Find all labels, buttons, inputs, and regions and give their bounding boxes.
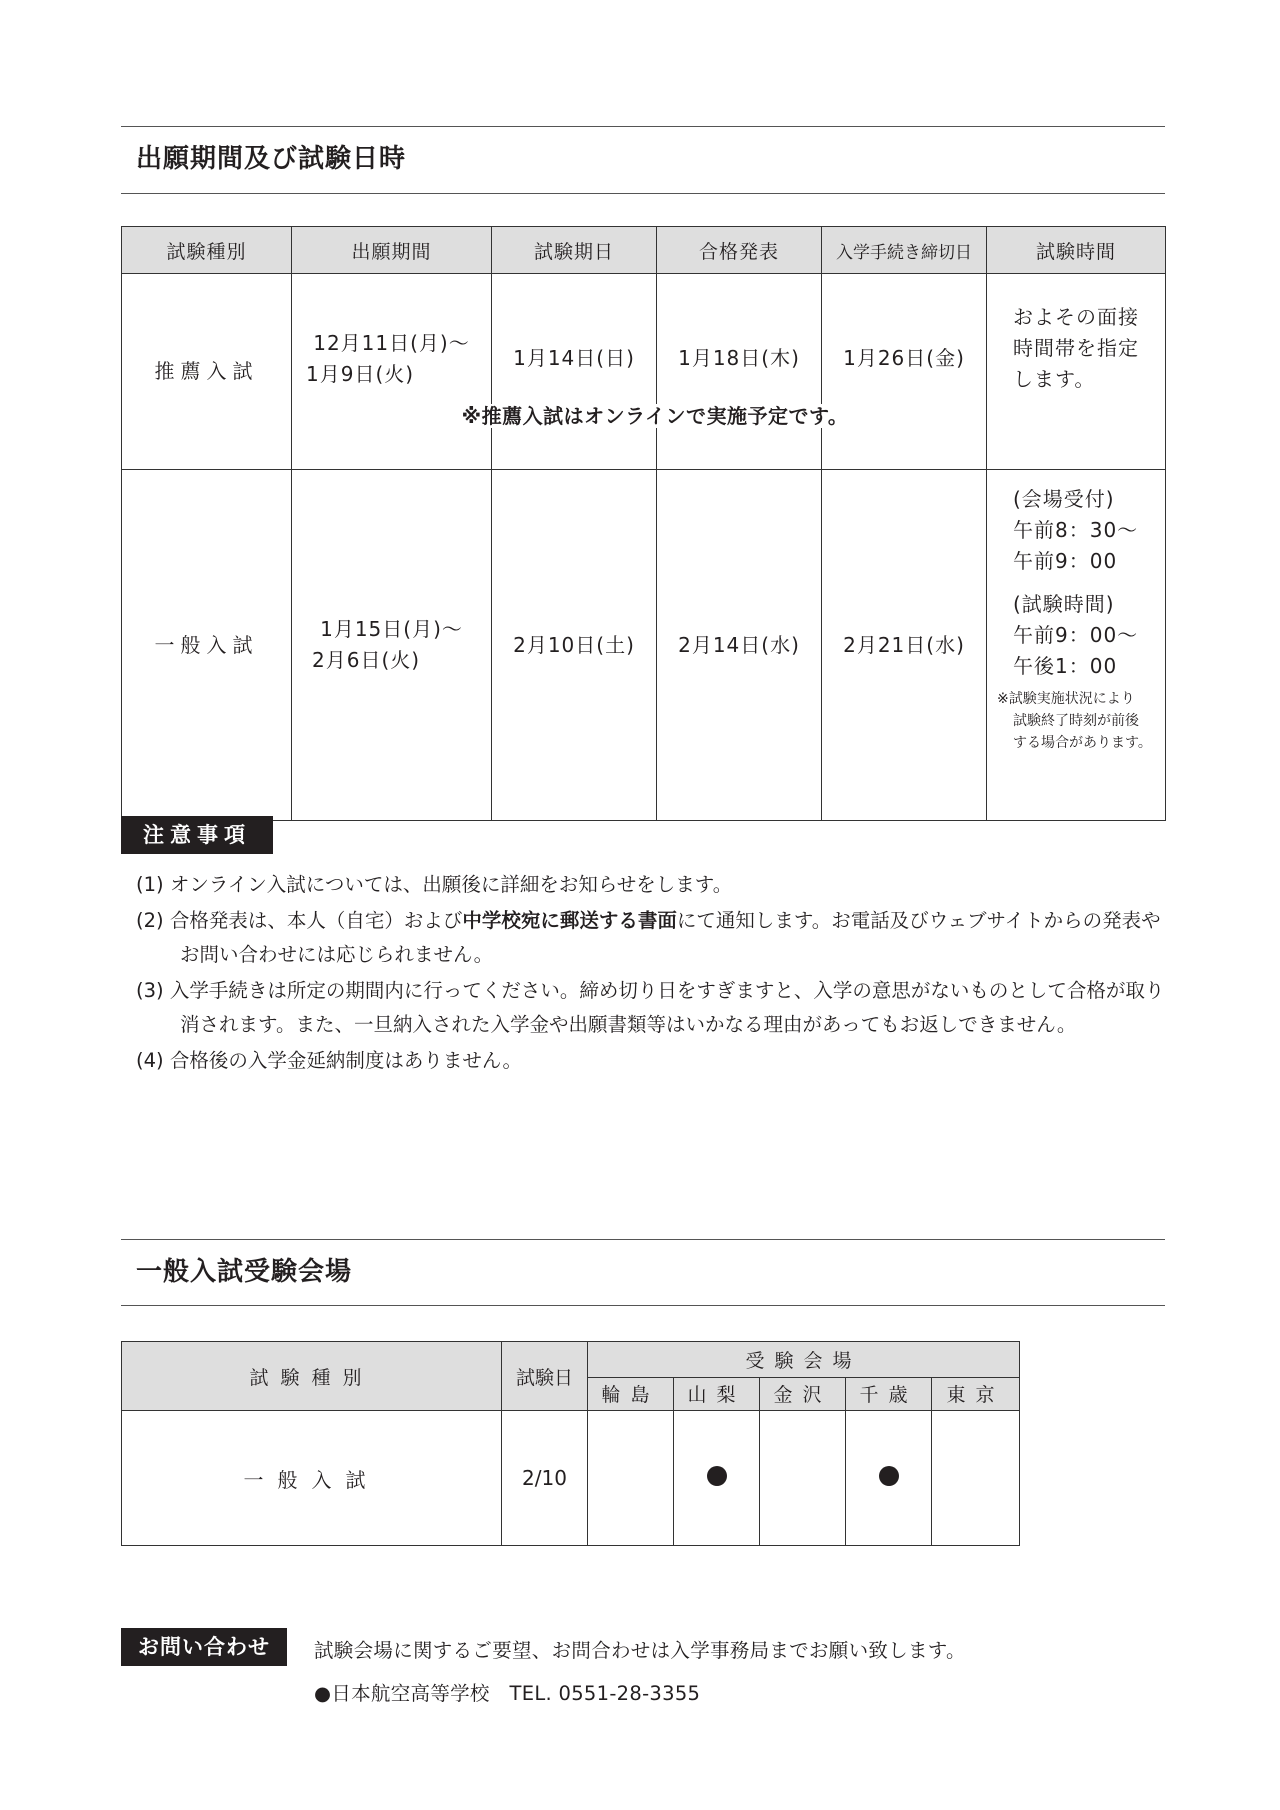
recommend-announce: 1月18日(木) bbox=[678, 346, 800, 370]
recommend-exam-cell bbox=[492, 274, 657, 470]
recommend-deadline: 1月26日(金) bbox=[843, 346, 965, 370]
section1-bottom-rule bbox=[121, 193, 1165, 194]
header-type: 試験種別 bbox=[122, 227, 292, 274]
time-note-line: 試験終了時刻が前後 bbox=[1013, 713, 1139, 729]
item-text-bold: 中学校宛に郵送する書面 bbox=[462, 909, 677, 932]
recommend-period-line2: 1月9日(火) bbox=[306, 362, 415, 386]
venue-header-row bbox=[122, 1342, 1020, 1378]
venue-cell-tokyo bbox=[932, 1411, 1020, 1546]
venue-name: 輪島 bbox=[588, 1377, 674, 1410]
header-announce: 合格発表 bbox=[657, 227, 822, 274]
venue-header-date: 試験日 bbox=[502, 1342, 588, 1411]
general-time-line: 午前9：00〜 bbox=[1013, 623, 1139, 647]
venue-name: 東京 bbox=[932, 1377, 1020, 1410]
venue-cell-wajima bbox=[588, 1411, 674, 1546]
item-text: 入学手続きは所定の期間内に行ってください。締め切り日をすぎますと、入学の意思がないものとして合格が取り消されます。また、一旦納入された入学金や出願書類等はいかなる理由があってもお返しできません。 bbox=[169, 979, 1165, 1036]
header-deadline: 入学手続き締切日 bbox=[822, 227, 987, 274]
general-exam-date: 2月10日(土) bbox=[492, 470, 657, 821]
general-time-note bbox=[997, 688, 1165, 754]
venue-name: 金沢 bbox=[760, 1377, 846, 1410]
venue-held-dot-icon bbox=[707, 1466, 727, 1486]
venue-name: 山梨 bbox=[674, 1377, 760, 1410]
section2-title: 一般入試受験会場 bbox=[136, 1257, 353, 1287]
venue-cell-yamanashi bbox=[674, 1411, 760, 1546]
caution-badge: 注意事項 bbox=[121, 816, 273, 854]
item-text: オンライン入試については、出願後に詳細をお知らせをします。 bbox=[169, 873, 733, 896]
general-time-line: (試験時間) bbox=[1013, 592, 1115, 616]
recommend-time-line1: およその面接 bbox=[1013, 305, 1139, 329]
section1-top-rule bbox=[121, 126, 1165, 127]
contact-school-tel: ●日本航空高等学校 TEL. 0551-28-3355 bbox=[314, 1682, 701, 1705]
contact-text: 試験会場に関するご要望、お問合わせは入学事務局までお願い致します。 bbox=[314, 1639, 966, 1662]
item-number: (2) bbox=[136, 909, 164, 932]
table-row-recommend bbox=[122, 274, 1166, 470]
venue-header-type: 試験種別 bbox=[122, 1342, 502, 1411]
general-time-line: (会場受付) bbox=[1013, 487, 1115, 511]
general-deadline: 2月21日(水) bbox=[822, 470, 987, 821]
section2-bottom-rule bbox=[121, 1305, 1165, 1306]
general-time-line: 午前8：30〜 bbox=[1013, 518, 1139, 542]
venue-cell-kanazawa bbox=[760, 1411, 846, 1546]
schedule-header-row bbox=[122, 227, 1166, 274]
recommend-exam-date: 1月14日(日) bbox=[513, 346, 635, 370]
venue-row-type: 一般入試 bbox=[122, 1411, 502, 1546]
general-type: 一般入試 bbox=[122, 470, 292, 821]
general-period-line2: 2月6日(火) bbox=[312, 648, 421, 672]
recommend-time-cell bbox=[987, 274, 1166, 470]
item-number: (1) bbox=[136, 873, 164, 896]
venue-row-date: 2/10 bbox=[502, 1411, 588, 1546]
header-time: 試験時間 bbox=[987, 227, 1166, 274]
table-row bbox=[122, 1411, 1020, 1546]
venue-header-venue: 受験会場 bbox=[588, 1342, 1020, 1378]
recommend-deadline-cell bbox=[822, 274, 987, 470]
time-note-line: ※試験実施状況により bbox=[997, 691, 1135, 707]
general-period-cell bbox=[292, 470, 492, 821]
header-period: 出願期間 bbox=[292, 227, 492, 274]
schedule-table bbox=[121, 226, 1166, 821]
section2-top-rule bbox=[121, 1239, 1165, 1240]
item-text: 合格後の入学金延納制度はありません。 bbox=[169, 1049, 522, 1072]
general-time-cell bbox=[987, 470, 1166, 821]
venue-table bbox=[121, 1341, 1020, 1546]
venue-name: 千歳 bbox=[846, 1377, 932, 1410]
general-time-line: 午前9：00 bbox=[1013, 549, 1118, 573]
general-period-line1: 1月15日(月)〜 bbox=[320, 617, 463, 641]
recommend-period-line1: 12月11日(月)〜 bbox=[313, 331, 470, 355]
recommend-time-line3: します。 bbox=[1013, 367, 1096, 391]
contact-badge: お問い合わせ bbox=[121, 1628, 287, 1666]
recommend-online-note-text: ※推薦入試はオンラインで実施予定です。 bbox=[454, 404, 857, 428]
recommend-time-line2: 時間帯を指定 bbox=[1013, 336, 1139, 360]
time-note-line: する場合があります。 bbox=[1013, 735, 1152, 751]
header-exam-date: 試験期日 bbox=[492, 227, 657, 274]
item-text: 合格発表は、本人（自宅）および bbox=[169, 909, 463, 932]
general-time-line: 午後1：00 bbox=[1013, 654, 1118, 678]
recommend-period-cell bbox=[292, 274, 492, 470]
venue-held-dot-icon bbox=[879, 1466, 899, 1486]
list-item bbox=[136, 974, 1176, 1042]
item-text: にて通知します。お電話及びウェブサイトからの発表やお問い合わせには応じられません。 bbox=[180, 909, 1161, 966]
list-item bbox=[136, 868, 1176, 902]
recommend-type: 推薦入試 bbox=[122, 274, 292, 470]
list-item bbox=[136, 1044, 1176, 1078]
general-announce: 2月14日(水) bbox=[657, 470, 822, 821]
item-number: (3) bbox=[136, 979, 164, 1002]
table-row-general bbox=[122, 470, 1166, 821]
venue-cell-chitose bbox=[846, 1411, 932, 1546]
item-number: (4) bbox=[136, 1049, 164, 1072]
list-item bbox=[136, 904, 1176, 972]
recommend-announce-cell bbox=[657, 274, 822, 470]
section1-title: 出願期間及び試験日時 bbox=[136, 144, 407, 174]
caution-list bbox=[136, 868, 1176, 1080]
